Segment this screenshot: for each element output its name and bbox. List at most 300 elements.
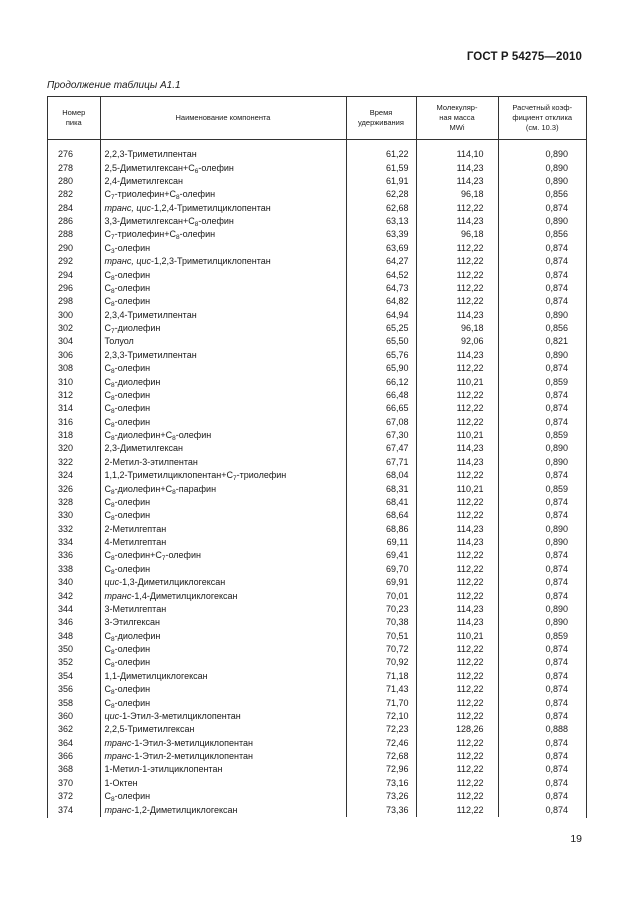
molecular-mass: 112,22 <box>416 643 498 656</box>
table-row <box>48 723 586 736</box>
response-factor: 0,874 <box>545 363 568 374</box>
peak-number: 276 <box>48 148 100 161</box>
component-name: $C_8-диолефин+C_8$-парафин <box>100 482 346 495</box>
molecular-mass: 112,22 <box>416 589 498 602</box>
molecular-mass: 112,22 <box>416 282 498 295</box>
response-factor: 0,874 <box>545 737 568 748</box>
response-factor: 0,874 <box>545 657 568 668</box>
component-name: $C_7-триолефин+C_8$-олефин <box>100 228 346 241</box>
component-name: $C_8$-олефин <box>100 790 346 803</box>
peak-number: 360 <box>48 710 100 723</box>
molecular-mass: 112,22 <box>416 803 498 816</box>
component-name: 2-Метилгептан <box>100 523 346 536</box>
table-row <box>48 349 586 362</box>
component-name: $C_8$-олефин <box>100 643 346 656</box>
peak-number: 338 <box>48 563 100 576</box>
peak-number: 354 <box>48 670 100 683</box>
table-row <box>48 616 586 629</box>
retention-time: 66,12 <box>346 375 416 388</box>
peak-number: 298 <box>48 295 100 308</box>
component-name: $C_8$-олефин <box>100 282 346 295</box>
response-factor: 0,874 <box>545 644 568 655</box>
table-row <box>48 777 586 790</box>
retention-time: 65,90 <box>346 362 416 375</box>
molecular-mass: 128,26 <box>416 723 498 736</box>
peak-number: 332 <box>48 523 100 536</box>
peak-number: 322 <box>48 456 100 469</box>
molecular-mass: 112,22 <box>416 255 498 268</box>
molecular-mass: 112,22 <box>416 656 498 669</box>
response-factor: 0,888 <box>545 724 568 735</box>
header-response-factor: Расчетный коэф- фициент отклика (см. 10.3) <box>498 97 586 140</box>
retention-time: 71,43 <box>346 683 416 696</box>
response-factor: 0,856 <box>545 189 568 200</box>
retention-time: 67,47 <box>346 442 416 455</box>
component-name: 4-Метилгептан <box>100 536 346 549</box>
response-factor: 0,890 <box>545 523 568 534</box>
retention-time: 67,71 <box>346 456 416 469</box>
table-row <box>48 161 586 174</box>
table-body <box>48 140 586 817</box>
molecular-mass: 112,22 <box>416 683 498 696</box>
component-name: $C_8$-олефин <box>100 683 346 696</box>
molecular-mass: 112,22 <box>416 576 498 589</box>
table-row <box>48 482 586 495</box>
molecular-mass: 114,23 <box>416 349 498 362</box>
component-name: 1-Октен <box>100 777 346 790</box>
molecular-mass: 114,23 <box>416 161 498 174</box>
retention-time: 65,50 <box>346 335 416 348</box>
response-factor: 0,874 <box>545 670 568 681</box>
component-name: транс, цис-1,2,3-Триметилциклопентан <box>100 255 346 268</box>
retention-time: 64,27 <box>346 255 416 268</box>
table-row <box>48 737 586 750</box>
retention-time: 72,46 <box>346 737 416 750</box>
retention-time: 70,51 <box>346 630 416 643</box>
table-row <box>48 670 586 683</box>
molecular-mass: 112,22 <box>416 696 498 709</box>
table-row <box>48 215 586 228</box>
component-name: $C_8$-олефин <box>100 509 346 522</box>
peak-number: 348 <box>48 630 100 643</box>
response-factor: 0,874 <box>545 764 568 775</box>
component-name: $C_8$-олефин <box>100 268 346 281</box>
retention-time: 70,72 <box>346 643 416 656</box>
molecular-mass: 114,23 <box>416 603 498 616</box>
peak-number: 290 <box>48 242 100 255</box>
component-name: 2,3-Диметилгексан <box>100 442 346 455</box>
molecular-mass: 112,22 <box>416 509 498 522</box>
response-factor: 0,874 <box>545 563 568 574</box>
table-row <box>48 523 586 536</box>
molecular-mass: 112,22 <box>416 496 498 509</box>
retention-time: 66,65 <box>346 402 416 415</box>
component-name: цис-1-Этил-3-метилциклопентан <box>100 710 346 723</box>
table-row <box>48 549 586 562</box>
component-name: $C_3$-олефин <box>100 242 346 255</box>
retention-time: 65,76 <box>346 349 416 362</box>
retention-time: 70,92 <box>346 656 416 669</box>
retention-time: 61,91 <box>346 175 416 188</box>
response-factor: 0,890 <box>545 443 568 454</box>
peak-number: 304 <box>48 335 100 348</box>
retention-time: 61,22 <box>346 148 416 161</box>
component-name: $C_8-диолефин+C_8$-олефин <box>100 429 346 442</box>
table-row <box>48 429 586 442</box>
retention-time: 71,18 <box>346 670 416 683</box>
peak-number: 350 <box>48 643 100 656</box>
retention-time: 73,16 <box>346 777 416 790</box>
header-retention-time: Время удерживания <box>346 97 416 140</box>
component-name: $C_8$-олефин <box>100 563 346 576</box>
table-row <box>48 416 586 429</box>
response-factor: 0,890 <box>545 349 568 360</box>
retention-time: 66,48 <box>346 389 416 402</box>
response-factor: 0,874 <box>545 282 568 293</box>
table-row <box>48 509 586 522</box>
retention-time: 71,70 <box>346 696 416 709</box>
component-name: $C_7$-диолефин <box>100 322 346 335</box>
peak-number: 292 <box>48 255 100 268</box>
response-factor: 0,874 <box>545 590 568 601</box>
peak-number: 312 <box>48 389 100 402</box>
table-row <box>48 456 586 469</box>
peak-number: 374 <box>48 803 100 816</box>
molecular-mass: 110,21 <box>416 429 498 442</box>
molecular-mass: 114,23 <box>416 215 498 228</box>
molecular-mass: 112,22 <box>416 295 498 308</box>
molecular-mass: 96,18 <box>416 188 498 201</box>
molecular-mass: 110,21 <box>416 630 498 643</box>
component-name: Толуол <box>100 335 346 348</box>
table-row <box>48 202 586 215</box>
table-row <box>48 576 586 589</box>
molecular-mass: 114,23 <box>416 616 498 629</box>
peak-number: 284 <box>48 202 100 215</box>
response-factor: 0,874 <box>545 496 568 507</box>
molecular-mass: 112,22 <box>416 268 498 281</box>
peak-number: 330 <box>48 509 100 522</box>
component-name: 2,4-Диметилгексан <box>100 175 346 188</box>
table-row <box>48 175 586 188</box>
response-factor: 0,874 <box>545 550 568 561</box>
response-factor: 0,874 <box>545 791 568 802</box>
response-factor: 0,874 <box>545 710 568 721</box>
retention-time: 62,68 <box>346 202 416 215</box>
retention-time: 67,30 <box>346 429 416 442</box>
response-factor: 0,821 <box>545 336 568 347</box>
table-row <box>48 335 586 348</box>
peak-number: 314 <box>48 402 100 415</box>
peak-number: 334 <box>48 536 100 549</box>
molecular-mass: 114,23 <box>416 536 498 549</box>
molecular-mass: 114,23 <box>416 456 498 469</box>
table-row <box>48 563 586 576</box>
response-factor: 0,859 <box>545 483 568 494</box>
retention-time: 68,31 <box>346 482 416 495</box>
retention-time: 70,23 <box>346 603 416 616</box>
table-row <box>48 803 586 816</box>
peak-number: 352 <box>48 656 100 669</box>
table-row <box>48 790 586 803</box>
table-row <box>48 242 586 255</box>
peak-number: 342 <box>48 589 100 602</box>
table-row <box>48 442 586 455</box>
component-name: $C_8$-олефин <box>100 389 346 402</box>
retention-time: 68,04 <box>346 469 416 482</box>
components-table-frame <box>47 96 587 818</box>
response-factor: 0,874 <box>545 242 568 253</box>
spacer-row <box>48 140 586 149</box>
peak-number: 318 <box>48 429 100 442</box>
retention-time: 68,86 <box>346 523 416 536</box>
response-factor: 0,874 <box>545 684 568 695</box>
retention-time: 64,52 <box>346 268 416 281</box>
table-row <box>48 148 586 161</box>
table-row <box>48 389 586 402</box>
response-factor: 0,856 <box>545 323 568 334</box>
molecular-mass: 114,23 <box>416 309 498 322</box>
component-name: $1,1,2-Триметилциклопентан+C_7$-триолефин <box>100 469 346 482</box>
retention-time: 64,73 <box>346 282 416 295</box>
table-row <box>48 496 586 509</box>
table-row <box>48 589 586 602</box>
retention-time: 64,94 <box>346 309 416 322</box>
peak-number: 326 <box>48 482 100 495</box>
molecular-mass: 112,22 <box>416 777 498 790</box>
retention-time: 69,41 <box>346 549 416 562</box>
peak-number: 324 <box>48 469 100 482</box>
response-factor: 0,874 <box>545 751 568 762</box>
peak-number: 310 <box>48 375 100 388</box>
molecular-mass: 112,22 <box>416 389 498 402</box>
table-row <box>48 536 586 549</box>
response-factor: 0,874 <box>545 470 568 481</box>
component-name: транс-1,2-Диметилциклогексан <box>100 803 346 816</box>
retention-time: 73,26 <box>346 790 416 803</box>
response-factor: 0,874 <box>545 697 568 708</box>
response-factor: 0,890 <box>545 537 568 548</box>
response-factor: 0,856 <box>545 229 568 240</box>
table-row <box>48 656 586 669</box>
peak-number: 328 <box>48 496 100 509</box>
table-row <box>48 268 586 281</box>
peak-number: 372 <box>48 790 100 803</box>
component-name: $C_8$-олефин <box>100 696 346 709</box>
component-name: 2,2,5-Триметилгексан <box>100 723 346 736</box>
retention-time: 70,38 <box>346 616 416 629</box>
molecular-mass: 112,22 <box>416 469 498 482</box>
retention-time: 69,11 <box>346 536 416 549</box>
peak-number: 366 <box>48 750 100 763</box>
table-row <box>48 188 586 201</box>
header-molecular-mass: Молекуляр- ная масса MWi <box>416 97 498 140</box>
response-factor: 0,890 <box>545 162 568 173</box>
molecular-mass: 112,22 <box>416 750 498 763</box>
molecular-mass: 112,22 <box>416 563 498 576</box>
response-factor: 0,874 <box>545 389 568 400</box>
table-row <box>48 322 586 335</box>
peak-number: 336 <box>48 549 100 562</box>
component-name: цис-1,3-Диметилциклогексан <box>100 576 346 589</box>
molecular-mass: 114,23 <box>416 442 498 455</box>
peak-number: 280 <box>48 175 100 188</box>
molecular-mass: 112,22 <box>416 549 498 562</box>
component-name: 2,2,3-Триметилпентан <box>100 148 346 161</box>
component-name: $3,3-Диметилгексан+C_8$-олефин <box>100 215 346 228</box>
table-row <box>48 750 586 763</box>
response-factor: 0,859 <box>545 430 568 441</box>
table-row <box>48 696 586 709</box>
molecular-mass: 110,21 <box>416 482 498 495</box>
retention-time: 61,59 <box>346 161 416 174</box>
response-factor: 0,874 <box>545 256 568 267</box>
component-name: $C_7-триолефин+C_8$-олефин <box>100 188 346 201</box>
component-name: $C_8$-олефин <box>100 656 346 669</box>
table-row <box>48 710 586 723</box>
component-name: $C_8-олефин+C_7$-олефин <box>100 549 346 562</box>
component-name: $C_8$-олефин <box>100 362 346 375</box>
retention-time: 69,70 <box>346 563 416 576</box>
peak-number: 316 <box>48 416 100 429</box>
peak-number: 308 <box>48 362 100 375</box>
peak-number: 288 <box>48 228 100 241</box>
molecular-mass: 92,06 <box>416 335 498 348</box>
peak-number: 344 <box>48 603 100 616</box>
peak-number: 340 <box>48 576 100 589</box>
component-name: 2,3,3-Триметилпентан <box>100 349 346 362</box>
retention-time: 73,36 <box>346 803 416 816</box>
table-caption: Продолжение таблицы А1.1 <box>47 80 181 91</box>
response-factor: 0,859 <box>545 630 568 641</box>
component-name: $C_8$-олефин <box>100 402 346 415</box>
retention-time: 72,23 <box>346 723 416 736</box>
molecular-mass: 112,22 <box>416 763 498 776</box>
table-row <box>48 402 586 415</box>
response-factor: 0,890 <box>545 456 568 467</box>
peak-number: 346 <box>48 616 100 629</box>
component-name: транс-1,4-Диметилциклогексан <box>100 589 346 602</box>
peak-number: 306 <box>48 349 100 362</box>
peak-number: 358 <box>48 696 100 709</box>
table-row <box>48 228 586 241</box>
component-name: транс-1-Этил-2-метилциклопентан <box>100 750 346 763</box>
molecular-mass: 112,22 <box>416 202 498 215</box>
molecular-mass: 112,22 <box>416 710 498 723</box>
response-factor: 0,874 <box>545 269 568 280</box>
table-row <box>48 603 586 616</box>
table-row <box>48 362 586 375</box>
peak-number: 370 <box>48 777 100 790</box>
component-name: 3-Метилгептан <box>100 603 346 616</box>
retention-time: 63,13 <box>346 215 416 228</box>
response-factor: 0,890 <box>545 149 568 160</box>
component-name: $C_8$-олефин <box>100 295 346 308</box>
retention-time: 72,68 <box>346 750 416 763</box>
retention-time: 62,28 <box>346 188 416 201</box>
component-name: $C_8$-диолефин <box>100 375 346 388</box>
molecular-mass: 96,18 <box>416 228 498 241</box>
peak-number: 362 <box>48 723 100 736</box>
peak-number: 356 <box>48 683 100 696</box>
response-factor: 0,890 <box>545 216 568 227</box>
peak-number: 368 <box>48 763 100 776</box>
component-name: $C_8$-олефин <box>100 496 346 509</box>
molecular-mass: 112,22 <box>416 242 498 255</box>
peak-number: 278 <box>48 161 100 174</box>
table-row <box>48 255 586 268</box>
response-factor: 0,890 <box>545 617 568 628</box>
retention-time: 67,08 <box>346 416 416 429</box>
table-row <box>48 282 586 295</box>
component-name: 1,1-Диметилциклогексан <box>100 670 346 683</box>
document-code: ГОСТ Р 54275—2010 <box>466 51 582 63</box>
retention-time: 68,64 <box>346 509 416 522</box>
component-name: транс, цис-1,2,4-Триметилциклопентан <box>100 202 346 215</box>
component-name: $C_8$-диолефин <box>100 630 346 643</box>
peak-number: 296 <box>48 282 100 295</box>
response-factor: 0,874 <box>545 416 568 427</box>
table-row <box>48 643 586 656</box>
component-name: $2,5-Диметилгексан+C_6$-олефин <box>100 161 346 174</box>
table-row <box>48 763 586 776</box>
molecular-mass: 112,22 <box>416 790 498 803</box>
component-name: $C_8$-олефин <box>100 416 346 429</box>
response-factor: 0,874 <box>545 510 568 521</box>
retention-time: 72,96 <box>346 763 416 776</box>
molecular-mass: 112,22 <box>416 737 498 750</box>
retention-time: 65,25 <box>346 322 416 335</box>
component-name: 2-Метил-3-этилпентан <box>100 456 346 469</box>
molecular-mass: 112,22 <box>416 402 498 415</box>
molecular-mass: 112,22 <box>416 670 498 683</box>
table-row <box>48 683 586 696</box>
response-factor: 0,874 <box>545 577 568 588</box>
retention-time: 63,39 <box>346 228 416 241</box>
header-peak-number: Номер пика <box>48 97 100 140</box>
response-factor: 0,874 <box>545 804 568 815</box>
molecular-mass: 114,10 <box>416 148 498 161</box>
molecular-mass: 114,23 <box>416 523 498 536</box>
molecular-mass: 114,23 <box>416 175 498 188</box>
table-row <box>48 375 586 388</box>
molecular-mass: 110,21 <box>416 375 498 388</box>
retention-time: 64,82 <box>346 295 416 308</box>
peak-number: 302 <box>48 322 100 335</box>
peak-number: 282 <box>48 188 100 201</box>
peak-number: 294 <box>48 268 100 281</box>
peak-number: 300 <box>48 309 100 322</box>
table-row <box>48 295 586 308</box>
molecular-mass: 112,22 <box>416 362 498 375</box>
molecular-mass: 96,18 <box>416 322 498 335</box>
table-row <box>48 469 586 482</box>
response-factor: 0,874 <box>545 777 568 788</box>
component-name: транс-1-Этил-3-метилциклопентан <box>100 737 346 750</box>
header-component-name: Наименование компонента <box>100 97 346 140</box>
component-name: 2,3,4-Триметилпентан <box>100 309 346 322</box>
component-name: 3-Этилгексан <box>100 616 346 629</box>
response-factor: 0,874 <box>545 202 568 213</box>
table-row <box>48 309 586 322</box>
components-table <box>48 97 586 817</box>
molecular-mass: 112,22 <box>416 416 498 429</box>
response-factor: 0,874 <box>545 403 568 414</box>
retention-time: 70,01 <box>346 589 416 602</box>
response-factor: 0,874 <box>545 296 568 307</box>
page-number: 19 <box>570 833 582 845</box>
component-name: 1-Метил-1-этилциклопентан <box>100 763 346 776</box>
